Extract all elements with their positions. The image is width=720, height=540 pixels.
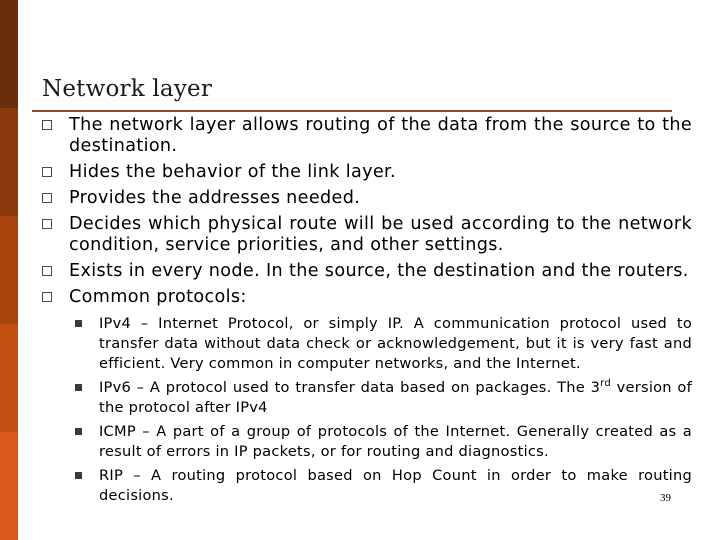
- square-bullet-icon: [42, 266, 52, 276]
- filled-square-bullet-icon: [75, 384, 82, 391]
- square-bullet-icon: [42, 193, 52, 203]
- decorative-side-band: [0, 0, 18, 540]
- square-bullet-icon: [42, 292, 52, 302]
- filled-square-bullet-icon: [75, 320, 82, 327]
- protocol-list: [69, 314, 692, 506]
- sub-bullet-text: ICMP – A part of a group of protocols of the Internet. Generally created as a result of errors in IP packets, or for routing and diagnostics.: [99, 423, 692, 460]
- bullet-list: [38, 115, 692, 506]
- bullet-text: Common protocols:: [69, 287, 247, 307]
- sub-bullet-text: IPv4 – Internet Protocol, or simply IP. A communication protocol used to transfer data without data check or acknowledgement, but it is very fast and efficient. Very common in computer networks, and the Internet.: [99, 315, 692, 372]
- sub-bullet-item: [69, 314, 692, 374]
- bullet-item: [38, 115, 692, 157]
- bullet-text: Exists in every node. In the source, the destination and the routers.: [69, 261, 689, 281]
- filled-square-bullet-icon: [75, 472, 82, 479]
- bullet-item: [38, 214, 692, 256]
- square-bullet-icon: [42, 120, 52, 130]
- sub-bullet-item: [69, 422, 692, 462]
- sub-bullet-text: [99, 379, 692, 416]
- bullet-text: Decides which physical route will be used according to the network condition, service priorities, and other settings.: [69, 214, 692, 255]
- title-underline: [32, 110, 672, 112]
- ipv6-text-end: version of the protocol after IPv4: [99, 379, 692, 416]
- sub-bullet-item: [69, 378, 692, 418]
- bullet-item: [38, 162, 692, 183]
- bullet-item: [38, 261, 692, 282]
- sub-bullet-item: [69, 466, 692, 506]
- bullet-item: [38, 287, 692, 506]
- bullet-text: Hides the behavior of the link layer.: [69, 162, 396, 182]
- bullet-item: [38, 188, 692, 209]
- bullet-text: Provides the addresses needed.: [69, 188, 361, 208]
- ordinal-superscript: rd: [600, 378, 611, 390]
- page-number: 39: [660, 492, 671, 504]
- slide-title: Network layer: [42, 76, 213, 102]
- square-bullet-icon: [42, 167, 52, 177]
- filled-square-bullet-icon: [75, 428, 82, 435]
- square-bullet-icon: [42, 219, 52, 229]
- sub-bullet-text: RIP – A routing protocol based on Hop Count in order to make routing decisions.: [99, 467, 692, 504]
- bullet-text: The network layer allows routing of the data from the source to the destination.: [69, 115, 692, 156]
- ipv6-text-start: IPv6 – A protocol used to transfer data based on packages. The 3: [99, 379, 601, 396]
